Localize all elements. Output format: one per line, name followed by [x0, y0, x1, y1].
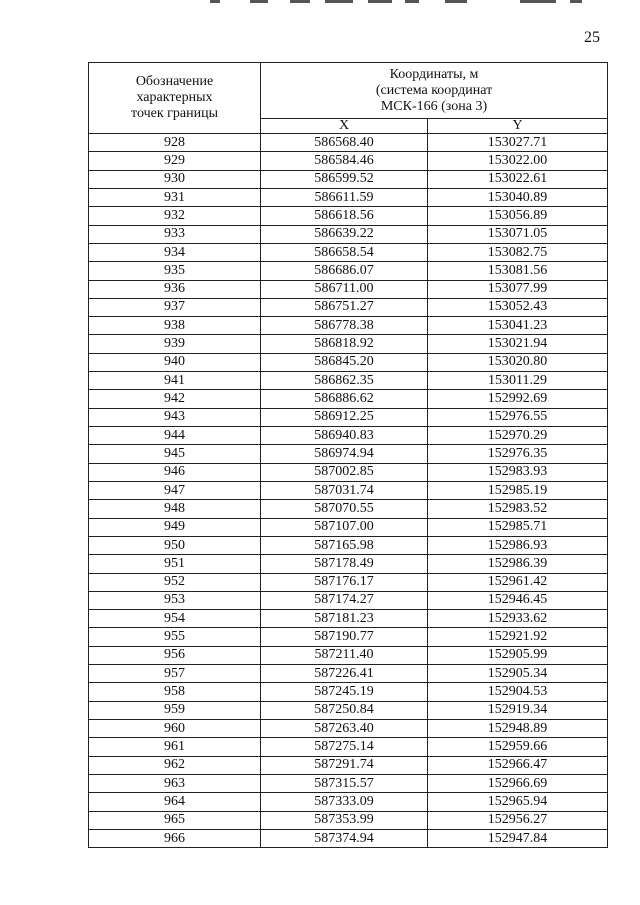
scan-artifact	[325, 0, 353, 3]
header-line: МСК-166 (зона 3)	[380, 98, 488, 114]
page-number: 25	[584, 29, 600, 46]
x-coordinate-cell: 586940.83	[261, 427, 428, 445]
x-coordinate-cell: 586599.52	[261, 170, 428, 188]
point-number-cell: 944	[89, 427, 261, 445]
x-coordinate-cell: 587263.40	[261, 720, 428, 738]
y-coordinate-cell: 152956.27	[428, 811, 608, 829]
header-line: точек границы	[131, 106, 218, 121]
table-row	[89, 756, 608, 774]
y-coordinate-cell: 152965.94	[428, 793, 608, 811]
table-row	[89, 738, 608, 756]
y-coordinate-cell: 153041.23	[428, 317, 608, 335]
x-coordinate-cell: 586912.25	[261, 408, 428, 426]
point-number-cell: 964	[89, 793, 261, 811]
y-coordinate-cell: 152966.69	[428, 774, 608, 792]
y-coordinate-cell: 153056.89	[428, 207, 608, 225]
point-number-cell: 928	[89, 134, 261, 152]
scan-artifact	[570, 0, 582, 3]
point-number-cell: 949	[89, 518, 261, 536]
x-coordinate-cell: 587333.09	[261, 793, 428, 811]
y-coordinate-cell: 152986.93	[428, 536, 608, 554]
x-coordinate-cell: 587178.49	[261, 555, 428, 573]
y-coordinate-cell: 152959.66	[428, 738, 608, 756]
table-row	[89, 134, 608, 152]
x-coordinate-cell: 587315.57	[261, 774, 428, 792]
point-number-cell: 960	[89, 720, 261, 738]
point-number-cell: 943	[89, 408, 261, 426]
point-number-cell: 940	[89, 353, 261, 371]
y-coordinate-cell: 152948.89	[428, 720, 608, 738]
y-coordinate-cell: 153082.75	[428, 243, 608, 261]
x-coordinate-cell: 587353.99	[261, 811, 428, 829]
y-coordinate-cell: 153077.99	[428, 280, 608, 298]
y-coordinate-cell: 152947.84	[428, 829, 608, 847]
y-coordinate-cell: 152905.34	[428, 665, 608, 683]
point-number-cell: 935	[89, 262, 261, 280]
y-coordinate-cell: 152921.92	[428, 628, 608, 646]
x-coordinate-cell: 587107.00	[261, 518, 428, 536]
point-number-cell: 941	[89, 372, 261, 390]
point-number-cell: 963	[89, 774, 261, 792]
point-number-cell: 957	[89, 665, 261, 683]
table-row	[89, 463, 608, 481]
y-coordinate-cell: 152985.71	[428, 518, 608, 536]
table-row	[89, 225, 608, 243]
y-coordinate-cell: 152983.52	[428, 500, 608, 518]
x-coordinate-cell: 587245.19	[261, 683, 428, 701]
y-coordinate-cell: 152976.35	[428, 445, 608, 463]
x-coordinate-cell: 586845.20	[261, 353, 428, 371]
point-number-cell: 951	[89, 555, 261, 573]
scan-artifact	[368, 0, 392, 3]
point-number-cell: 966	[89, 829, 261, 847]
x-coordinate-cell: 587374.94	[261, 829, 428, 847]
point-number-cell: 932	[89, 207, 261, 225]
point-number-cell: 956	[89, 646, 261, 664]
table-row	[89, 665, 608, 683]
table-row	[89, 298, 608, 316]
table-row	[89, 555, 608, 573]
y-coordinate-cell: 152961.42	[428, 573, 608, 591]
x-coordinate-cell: 586974.94	[261, 445, 428, 463]
point-number-cell: 948	[89, 500, 261, 518]
y-coordinate-cell: 153022.61	[428, 170, 608, 188]
x-coordinate-cell: 586862.35	[261, 372, 428, 390]
table-header-row	[89, 63, 608, 119]
header-line: (система координат	[375, 82, 493, 98]
x-coordinate-cell: 587174.27	[261, 591, 428, 609]
y-coordinate-cell: 152985.19	[428, 481, 608, 499]
table-row	[89, 610, 608, 628]
scan-artifact	[445, 0, 467, 3]
y-coordinate-cell: 153020.80	[428, 353, 608, 371]
y-coordinate-cell: 152919.34	[428, 701, 608, 719]
x-coordinate-cell: 587291.74	[261, 756, 428, 774]
table-row	[89, 646, 608, 664]
table-row	[89, 628, 608, 646]
y-coordinate-cell: 153081.56	[428, 262, 608, 280]
table-row	[89, 390, 608, 408]
table-body	[89, 134, 608, 848]
table-row	[89, 573, 608, 591]
coordinates-table	[88, 62, 608, 848]
table-row	[89, 445, 608, 463]
point-number-cell: 962	[89, 756, 261, 774]
table-row	[89, 427, 608, 445]
y-coordinate-cell: 153040.89	[428, 188, 608, 206]
y-coordinate-cell: 152976.55	[428, 408, 608, 426]
table-row	[89, 591, 608, 609]
header-line: характерных	[136, 90, 213, 105]
x-coordinate-cell: 587226.41	[261, 665, 428, 683]
y-coordinate-cell: 152970.29	[428, 427, 608, 445]
table-row	[89, 518, 608, 536]
y-coordinate-cell: 153052.43	[428, 298, 608, 316]
point-number-cell: 947	[89, 481, 261, 499]
x-coordinate-cell: 587181.23	[261, 610, 428, 628]
table-row	[89, 353, 608, 371]
y-coordinate-cell: 153021.94	[428, 335, 608, 353]
y-coordinate-cell: 153011.29	[428, 372, 608, 390]
x-coordinate-cell: 586639.22	[261, 225, 428, 243]
scan-artifact	[290, 0, 310, 3]
x-coordinate-cell: 586778.38	[261, 317, 428, 335]
x-coordinate-cell: 587070.55	[261, 500, 428, 518]
coordinates-header	[261, 63, 608, 119]
x-coordinate-cell: 587031.74	[261, 481, 428, 499]
point-number-cell: 933	[89, 225, 261, 243]
table-row	[89, 793, 608, 811]
y-column-header: Y	[428, 119, 608, 134]
table-row	[89, 243, 608, 261]
x-coordinate-cell: 586686.07	[261, 262, 428, 280]
table-row	[89, 720, 608, 738]
point-number-cell: 958	[89, 683, 261, 701]
point-number-cell: 959	[89, 701, 261, 719]
x-coordinate-cell: 586618.56	[261, 207, 428, 225]
header-line: Обозначение	[135, 74, 214, 89]
table-row	[89, 829, 608, 847]
y-coordinate-cell: 153022.00	[428, 152, 608, 170]
x-coordinate-cell: 586584.46	[261, 152, 428, 170]
scan-artifact	[520, 0, 556, 3]
point-number-cell: 937	[89, 298, 261, 316]
x-coordinate-cell: 586751.27	[261, 298, 428, 316]
scan-artifact	[250, 0, 268, 3]
y-coordinate-cell: 152933.62	[428, 610, 608, 628]
point-number-cell: 934	[89, 243, 261, 261]
scan-artifact	[405, 0, 419, 3]
y-coordinate-cell: 152904.53	[428, 683, 608, 701]
table-row	[89, 317, 608, 335]
table-row	[89, 188, 608, 206]
x-coordinate-cell: 586611.59	[261, 188, 428, 206]
point-designation-header	[89, 63, 261, 134]
x-coordinate-cell: 587190.77	[261, 628, 428, 646]
table-row	[89, 701, 608, 719]
point-number-cell: 939	[89, 335, 261, 353]
point-number-cell: 938	[89, 317, 261, 335]
x-coordinate-cell: 587275.14	[261, 738, 428, 756]
y-coordinate-cell: 153027.71	[428, 134, 608, 152]
x-coordinate-cell: 586818.92	[261, 335, 428, 353]
y-coordinate-cell: 152946.45	[428, 591, 608, 609]
table-row	[89, 408, 608, 426]
x-coordinate-cell: 587165.98	[261, 536, 428, 554]
table-row	[89, 207, 608, 225]
x-column-header: X	[261, 119, 428, 134]
point-number-cell: 961	[89, 738, 261, 756]
table-row	[89, 811, 608, 829]
table-row	[89, 335, 608, 353]
x-coordinate-cell: 586568.40	[261, 134, 428, 152]
table-row	[89, 500, 608, 518]
y-coordinate-cell: 153071.05	[428, 225, 608, 243]
table-row	[89, 536, 608, 554]
x-coordinate-cell: 587211.40	[261, 646, 428, 664]
point-number-cell: 954	[89, 610, 261, 628]
scan-artifact	[210, 0, 220, 3]
x-coordinate-cell: 586886.62	[261, 390, 428, 408]
y-coordinate-cell: 152992.69	[428, 390, 608, 408]
point-number-cell: 936	[89, 280, 261, 298]
y-coordinate-cell: 152986.39	[428, 555, 608, 573]
point-number-cell: 930	[89, 170, 261, 188]
table-row	[89, 683, 608, 701]
table-row	[89, 170, 608, 188]
table-row	[89, 774, 608, 792]
point-number-cell: 953	[89, 591, 261, 609]
point-number-cell: 952	[89, 573, 261, 591]
point-number-cell: 955	[89, 628, 261, 646]
point-number-cell: 946	[89, 463, 261, 481]
y-coordinate-cell: 152966.47	[428, 756, 608, 774]
x-coordinate-cell: 587002.85	[261, 463, 428, 481]
header-line: Координаты, м	[389, 66, 479, 82]
x-coordinate-cell: 586711.00	[261, 280, 428, 298]
point-number-cell: 929	[89, 152, 261, 170]
x-coordinate-cell: 587250.84	[261, 701, 428, 719]
y-coordinate-cell: 152905.99	[428, 646, 608, 664]
point-number-cell: 942	[89, 390, 261, 408]
point-number-cell: 965	[89, 811, 261, 829]
x-coordinate-cell: 587176.17	[261, 573, 428, 591]
table-row	[89, 262, 608, 280]
table-row	[89, 152, 608, 170]
point-number-cell: 950	[89, 536, 261, 554]
point-number-cell: 945	[89, 445, 261, 463]
y-coordinate-cell: 152983.93	[428, 463, 608, 481]
x-coordinate-cell: 586658.54	[261, 243, 428, 261]
table-row	[89, 280, 608, 298]
point-number-cell: 931	[89, 188, 261, 206]
table-row	[89, 372, 608, 390]
table-row	[89, 481, 608, 499]
